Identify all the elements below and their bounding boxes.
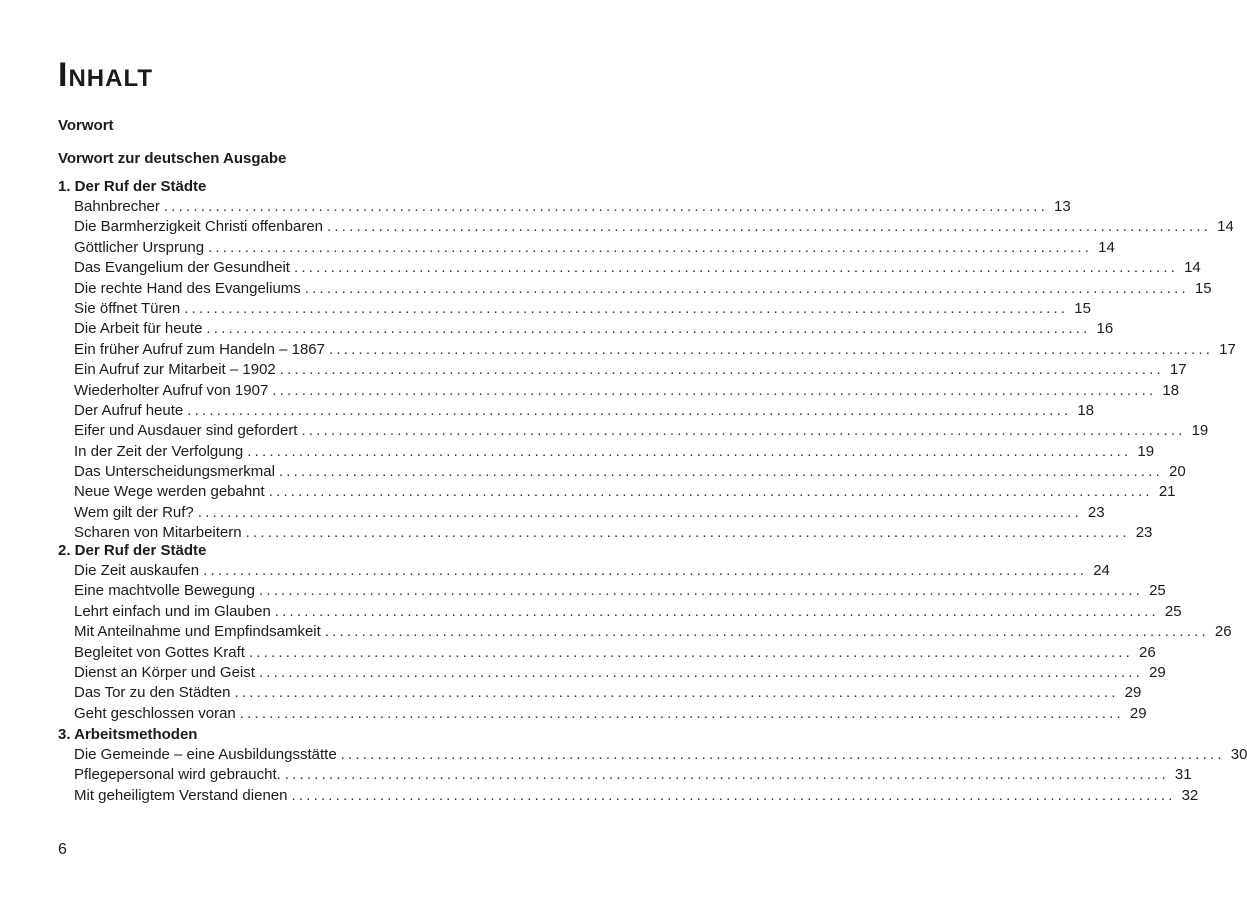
dot-leader: ........................................................................................................................ [248,643,1134,661]
toc-heading-vorwort: Vorwort [58,117,114,134]
entry-page-number: 14 [1098,238,1115,256]
entry-title: Sie öffnet Türen [74,299,181,317]
toc-entry [74,786,1199,806]
entry-title: Das Unterscheidungsmerkmal [74,463,275,481]
entry-page-number: 19 [1137,442,1155,460]
dot-leader: ........................................................................................................................ [184,299,1069,317]
section-title: 3. Arbeitsmethoden [58,726,198,743]
dot-leader: ........................................................................................................................ [324,623,1209,641]
entry-title: In der Zeit der Verfolgung [74,442,244,460]
dot-leader: ........................................................................................................................ [279,361,1164,379]
toc-entry [74,319,1114,339]
toc-entry [74,704,1147,724]
dot-leader: ........................................................................................................................ [187,401,1072,419]
entry-page-number: 24 [1093,562,1110,579]
dot-leader: ........................................................................................................................ [206,320,1091,338]
toc-section-1 [58,177,1236,544]
entry-page-number: 29 [1149,663,1166,681]
dot-leader: ........................................................................................................................ [304,279,1189,297]
entry-title: Göttlicher Ursprung [74,238,205,256]
toc-entry [74,643,1156,663]
dot-leader: ........................................................................................................................ [329,340,1214,358]
dot-leader: ........................................................................................................................ [208,238,1093,256]
entry-page-number: 32 [1181,786,1199,804]
entry-title: Die Gemeinde – eine Ausbildungsstätte [74,746,337,763]
entry-title: Eifer und Ausdauer sind gefordert [74,422,298,440]
entry-page-number: 26 [1139,643,1156,661]
dot-leader: ........................................................................................................................ [293,259,1179,277]
toc-entry [74,442,1155,462]
entry-title: Geht geschlossen voran [74,704,236,722]
entry-title: Das Tor zu den Städten [74,684,231,702]
dot-leader: ........................................................................................................................ [268,483,1153,501]
dot-leader: ........................................................................................................................ [284,766,1169,784]
entry-page-number: 23 [1087,503,1105,521]
entry-title: Ein früher Aufruf zum Handeln – 1867 [74,340,325,358]
entry-page-number: 31 [1174,766,1192,784]
entry-title: Eine machtvolle Bewegung [74,582,255,600]
toc-entry [74,258,1201,278]
dot-leader: ........................................................................................................................ [258,663,1144,681]
page-number: 6 [58,841,67,858]
entry-list [58,745,1247,806]
entry-page-number: 23 [1135,524,1153,542]
section-title: 1. Der Ruf der Städte [58,178,207,195]
entry-page-number: 26 [1214,623,1232,641]
dot-leader: ........................................................................................................................ [197,503,1082,521]
entry-page-number: 15 [1074,299,1091,317]
dot-leader: ........................................................................................................................ [278,463,1164,481]
dot-leader: ........................................................................................................................ [340,746,1225,763]
toc-heading-vorwort-deutsch: Vorwort zur deutschen Ausgabe [58,150,287,167]
entry-page-number: 25 [1164,602,1182,620]
title-initial: I [58,56,69,94]
dot-leader: ........................................................................................................................ [291,786,1176,804]
entry-page-number: 18 [1162,381,1180,399]
entry-list [58,197,1236,544]
toc-entry [74,217,1234,237]
section-title: 2. Der Ruf der Städte [58,542,207,559]
entry-page-number: 14 [1184,259,1201,277]
entry-title: Wem gilt der Ruf? [74,503,194,521]
entry-page-number: 30 [1230,746,1247,763]
toc-entry [74,622,1232,642]
entry-page-number: 21 [1158,483,1176,501]
toc-section-2 [58,541,1232,724]
dot-leader: ........................................................................................................................ [272,381,1157,399]
entry-title: Mit geheiligtem Verstand dienen [74,786,288,804]
entry-title: Neue Wege werden gebahnt [74,483,265,501]
toc-entry [74,279,1212,299]
entry-title: Die Zeit auskaufen [74,562,200,579]
entry-title: Begleitet von Gottes Kraft [74,643,245,661]
entry-page-number: 17 [1169,361,1187,379]
entry-page-number: 29 [1129,704,1147,722]
entry-page-number: 20 [1169,463,1186,481]
dot-leader: ........................................................................................................................ [245,524,1130,542]
entry-title: Bahnbrecher [74,198,160,215]
toc-entry [74,663,1166,683]
page-title [58,56,153,95]
toc-entry [74,197,1071,217]
dot-leader: ........................................................................................................................ [274,602,1159,620]
dot-leader: ........................................................................................................................ [258,582,1144,600]
dot-leader: ........................................................................................................................ [234,684,1119,702]
toc-entry [74,238,1115,258]
entry-title: Das Evangelium der Gesundheit [74,259,290,277]
toc-entry [74,421,1209,441]
toc-entry [74,482,1176,502]
entry-page-number: 14 [1217,218,1234,236]
entry-title: Die Arbeit für heute [74,320,203,338]
toc-entry [74,602,1182,622]
toc-entry [74,561,1110,581]
entry-page-number: 13 [1054,198,1071,215]
toc-entry [74,299,1091,319]
toc-entry [74,401,1095,421]
entry-title: Pflegepersonal wird gebraucht. [74,766,281,784]
entry-title: Ein Aufruf zur Mitarbeit – 1902 [74,361,276,379]
toc-entry [74,745,1247,765]
entry-page-number: 17 [1219,340,1236,358]
toc-entry [74,683,1142,703]
toc-entry [74,503,1105,523]
entry-page-number: 18 [1077,401,1095,419]
entry-title: Wiederholter Aufruf von 1907 [74,381,269,399]
dot-leader: ........................................................................................................................ [203,562,1088,579]
toc-entry [74,462,1186,482]
entry-page-number: 29 [1124,684,1142,702]
toc-section-3 [58,725,1247,806]
dot-leader: ........................................................................................................................ [163,198,1049,215]
entry-list [58,561,1232,724]
entry-page-number: 16 [1096,320,1114,338]
toc-entry [74,581,1166,601]
entry-page-number: 15 [1194,279,1212,297]
entry-title: Die rechte Hand des Evangeliums [74,279,301,297]
entry-page-number: 19 [1191,422,1209,440]
dot-leader: ........................................................................................................................ [247,442,1132,460]
entry-title: Lehrt einfach und im Glauben [74,602,271,620]
toc-entry [74,340,1236,360]
dot-leader: ........................................................................................................................ [301,422,1186,440]
entry-title: Der Aufruf heute [74,401,184,419]
entry-title: Die Barmherzigkeit Christi offenbaren [74,218,324,236]
dot-leader: ........................................................................................................................ [327,218,1212,236]
entry-title: Dienst an Körper und Geist [74,663,255,681]
title-rest: NHALT [68,65,153,92]
entry-title: Mit Anteilnahme und Empfindsamkeit [74,623,321,641]
toc-entry [74,765,1192,785]
entry-title: Scharen von Mitarbeitern [74,524,242,542]
toc-entry [74,360,1187,380]
entry-page-number: 25 [1149,582,1166,600]
toc-entry [74,381,1180,401]
dot-leader: ........................................................................................................................ [239,704,1124,722]
